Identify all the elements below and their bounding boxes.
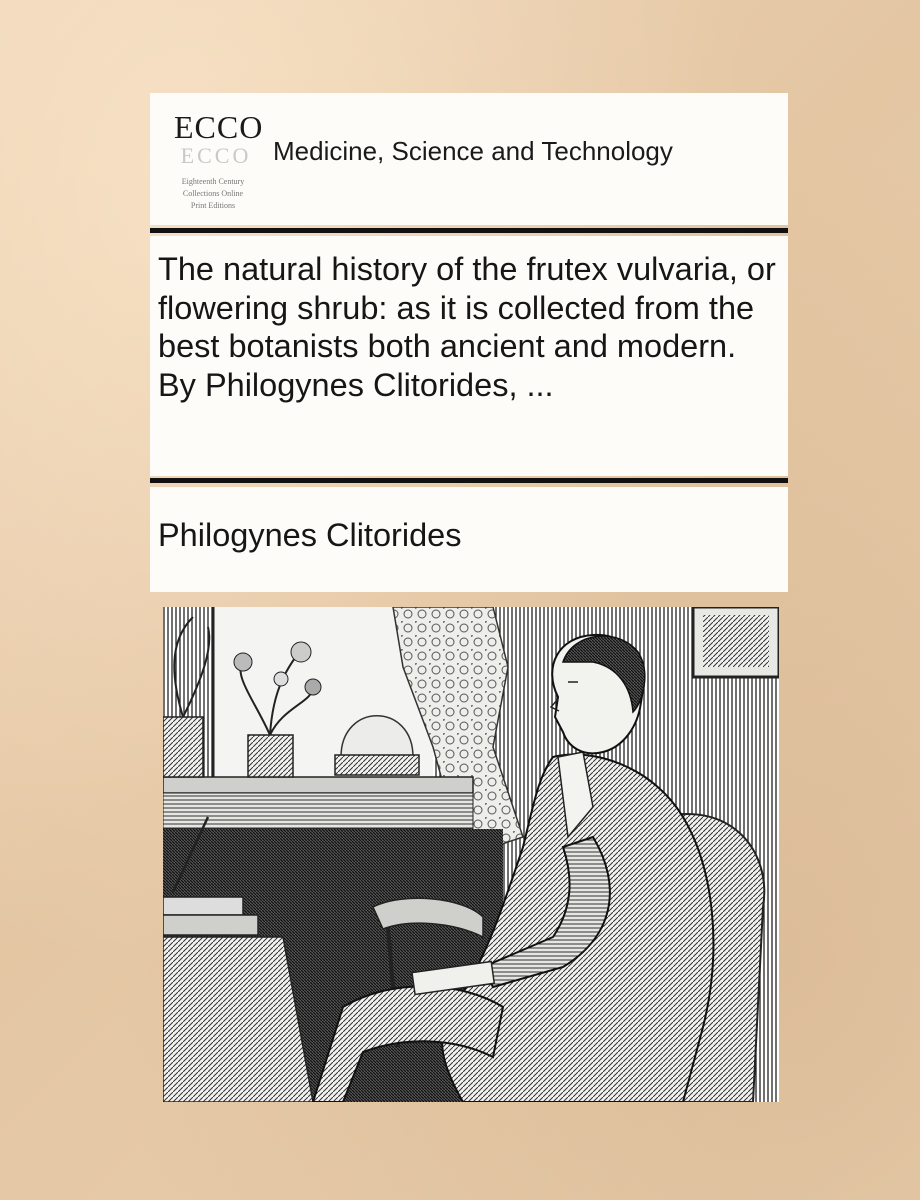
author-block — [150, 487, 788, 592]
ecco-logo-line-1: Eighteenth Century — [181, 177, 245, 186]
author-name: Philogynes Clitorides — [158, 517, 462, 553]
ecco-logo-line-3: Print Editions — [190, 201, 236, 210]
ecco-logo-letters: ECCO — [174, 109, 264, 145]
divider-rule — [150, 478, 788, 483]
series-title: Medicine, Science and Technology — [273, 136, 673, 166]
ecco-logo-ghost-letters: ECCO — [180, 143, 252, 168]
title-block — [150, 236, 788, 476]
ecco-logo-line-2: Collections Online — [182, 189, 244, 198]
ecco-logo-icon — [164, 103, 262, 215]
book-title: The natural history of the frutex vulvaria, or flowering shrub: as it is collected from the best botanists both ancient and modern. By Philogynes Clitorides, ... — [158, 251, 776, 403]
series-header — [150, 93, 788, 225]
engraving-seated-man-icon — [163, 607, 779, 1102]
divider-rule — [150, 228, 788, 233]
